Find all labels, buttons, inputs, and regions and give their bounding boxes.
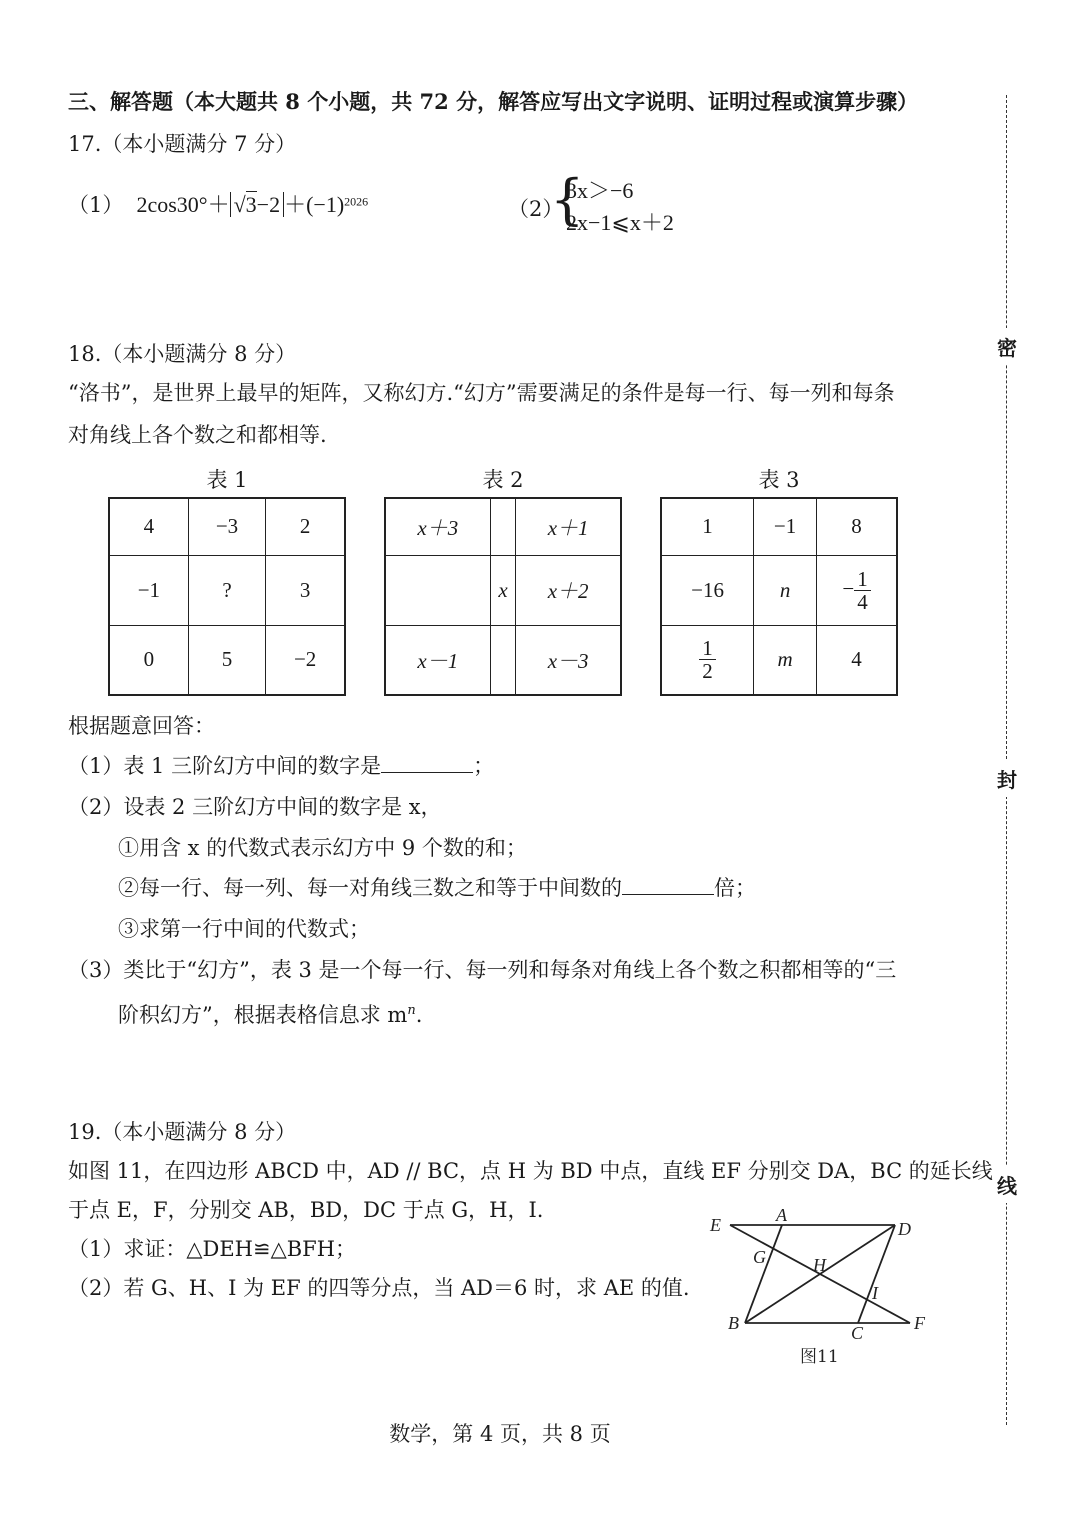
q19-part2: （2）若 G、H、I 为 EF 的四等分点，当 AD＝6 时，求 AE 的值. [68,1276,690,1300]
q18-part2-1: ①用含 x 的代数式表示幻方中 9 个数的和； [118,836,527,860]
side-mark-mi: 密 [994,328,1020,365]
table2-caption: 表 2 [482,468,524,492]
table3-cell-fraction [661,625,754,695]
q18-intro-line1: “洛书”，是世界上最早的矩阵，又称幻方.“幻方”需要满足的条件是每一行、每一列和每条 [68,381,895,405]
table3-cell: 8 [817,498,897,555]
table3-cell-fraction [817,555,897,625]
table1-magic-square [108,497,346,696]
table3-cell: n [754,555,817,625]
q17-part1-expr-c: ＋(−1) [284,192,345,217]
q17-title: 17.（本小题满分 7 分） [68,132,297,156]
q18-part2-2 [118,874,756,902]
q18-part2-3: ③求第一行中间的代数式； [118,917,370,941]
q17-radicand: 3 [245,192,257,217]
q17-part1 [68,188,368,219]
table3-cell: −16 [661,555,754,625]
q18-part3-line1: （3）类比于“幻方”，表 3 是一个每一行、每一列和每条对角线上各个数之积都相等的“三 [68,958,897,982]
label-G: G [753,1247,766,1267]
table2-cell [385,555,490,625]
q19-line1: 如图 11，在四边形 ABCD 中，AD // BC，点 H 为 BD 中点，直线 EF 分别交 DA，BC 的延长线 [68,1159,993,1183]
q18-part2-2-text: ②每一行、每一列、每一对角线三数之和等于中间数的 [118,876,622,900]
table1-cell: 5 [188,625,266,695]
table1-cell: 0 [109,625,188,695]
table1-cell: 4 [109,498,188,555]
q18-part1-end: ； [473,754,495,778]
q19-line2: 于点 E，F，分别交 AB，BD，DC 于点 G，H，I. [68,1198,544,1222]
table1-cell: ? [188,555,266,625]
table2-cell: x－1 [385,625,490,695]
table2-cell [490,625,516,695]
q17-exponent: 2026 [344,194,369,209]
q18-prompt: 根据题意回答： [68,714,215,738]
page-footer: 数学，第 4 页，共 8 页 [389,1422,611,1446]
label-F: F [914,1313,925,1333]
table2-cell: x [490,555,516,625]
fraction-denominator: 2 [702,659,713,684]
table1-cell: −2 [266,625,345,695]
table2-cell: x＋1 [516,498,621,555]
table3-cell: 4 [817,625,897,695]
table2-cell [490,498,516,555]
q18-part2: （2）设表 2 三阶幻方中间的数字是 x， [68,795,442,819]
q18-part1-text: （1）表 1 三阶幻方中间的数字是 [68,754,382,778]
label-I: I [872,1283,878,1303]
system-brace-icon: { [550,168,585,231]
label-A: A [776,1205,787,1225]
line-AB [745,1225,782,1323]
q18-part2-2-end: 倍； [714,876,756,900]
figure-11-diagram [700,1205,940,1375]
table3-cell: m [754,625,817,695]
q17-ineq-2: 2x−1⩽x＋2 [566,210,674,235]
label-C: C [851,1323,864,1343]
q18-title: 18.（本小题满分 8 分） [68,342,297,366]
q17-part1-expr-a: 2cos30°＋ [136,192,230,217]
answer-blank [622,874,714,895]
label-D: D [898,1219,911,1239]
q18-part3-end: . [415,1003,423,1027]
table3-cell: −1 [754,498,817,555]
table1-cell: 3 [266,555,345,625]
q18-intro-line2: 对角线上各个数之和都相等. [68,423,327,447]
answer-blank [381,752,473,773]
table2-magic-square [384,497,622,696]
q17-part1-label: （1） [68,193,124,217]
side-mark-feng: 封 [994,760,1020,797]
fraction-numerator: 1 [854,568,871,591]
table1-cell: −1 [109,555,188,625]
table2-cell: x＋2 [516,555,621,625]
label-H: H [813,1255,826,1275]
line-DC [858,1225,895,1323]
q17-abs-value: √3−2 [230,192,285,217]
fraction [854,568,871,613]
figure-caption: 图11 [800,1347,839,1367]
table3-cell: 1 [661,498,754,555]
fraction-numerator: 1 [699,637,716,660]
table1-cell: 2 [266,498,345,555]
q17-ineq-1: 3x＞−6 [566,178,634,203]
q17-part2-label: （2） [508,197,564,221]
table2-cell: x－3 [516,625,621,695]
label-E: E [710,1215,721,1235]
table3-caption: 表 3 [758,468,800,492]
q18-part3-line2 [118,997,422,1029]
table1-caption: 表 1 [206,468,248,492]
q18-part3-text: 阶积幻方”，根据表格信息求 m [118,1003,408,1027]
table3-product-magic-square [660,497,898,696]
q19-title: 19.（本小题满分 8 分） [68,1120,297,1144]
q19-part1: （1）求证：△DEH≌△BFH； [68,1237,357,1261]
fraction-denominator: 4 [857,589,868,614]
q18-part1 [68,752,494,780]
table2-cell: x＋3 [385,498,490,555]
q18-part3-sup: n [407,1003,416,1018]
fraction [699,637,716,682]
q17-abs-tail: −2 [256,192,281,217]
side-mark-xian: 线 [994,1166,1020,1203]
section-header: 三、解答题（本大题共 8 个小题，共 72 分，解答应写出文字说明、证明过程或演算步骤） [68,89,919,114]
fraction-sign: − [842,575,855,600]
table1-cell: −3 [188,498,266,555]
label-B: B [728,1313,739,1333]
